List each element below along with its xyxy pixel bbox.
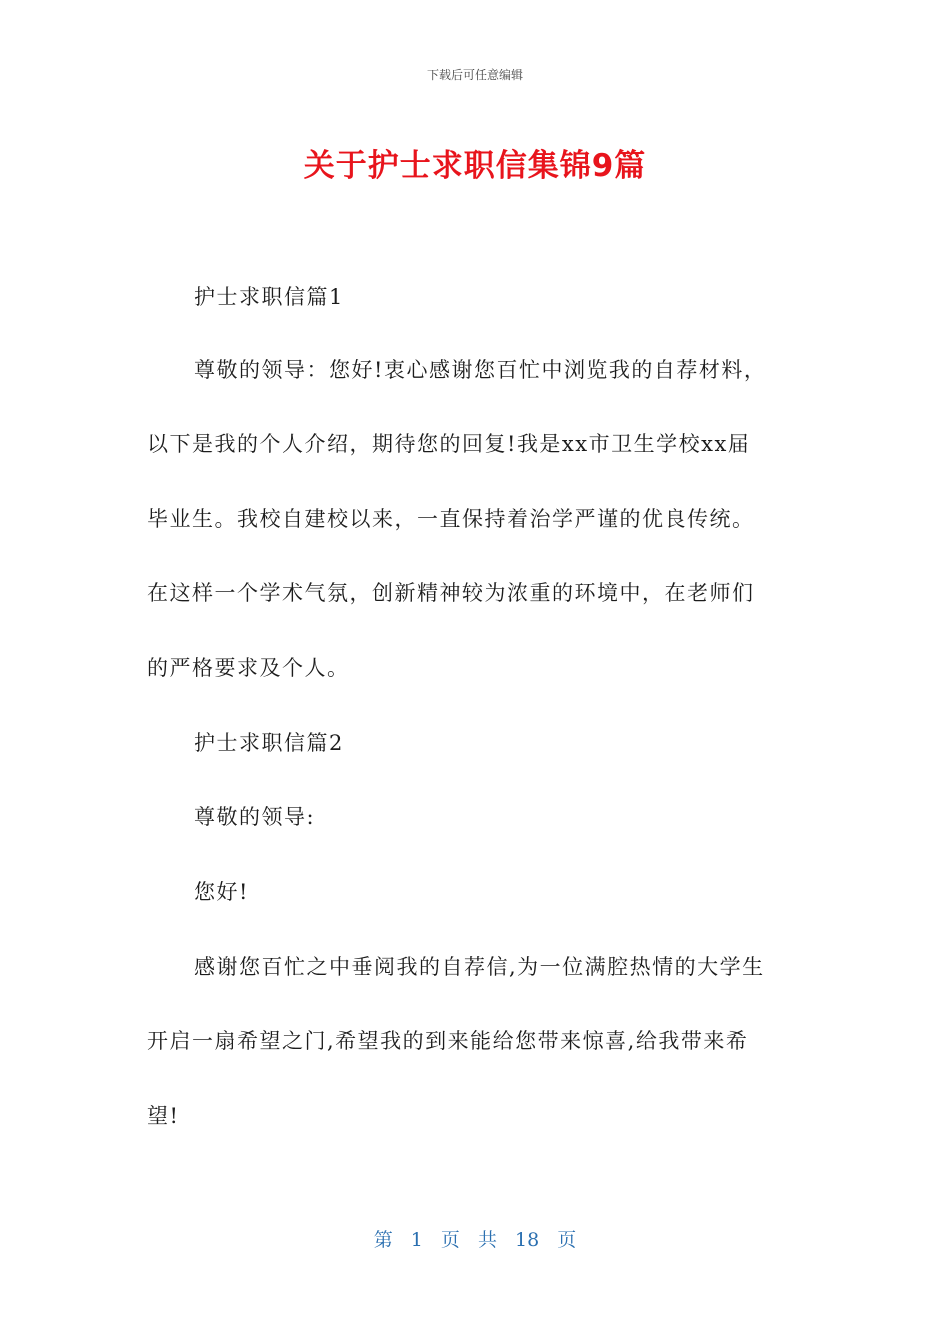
footer-total-prefix: 共 xyxy=(477,1229,497,1251)
paragraph-line: 在这样一个学术气氛，创新精神较为浓重的环境中，在老师们 xyxy=(147,581,755,605)
paragraph-line: 开启一扇希望之门,希望我的到来能给您带来惊喜,给我带来希 xyxy=(147,1029,749,1053)
footer-suffix: 页 xyxy=(557,1229,577,1251)
footer-prefix: 第 xyxy=(373,1229,393,1251)
salutation-line: 尊敬的领导: xyxy=(194,805,316,829)
footer-page-word: 页 xyxy=(440,1229,460,1251)
footer-page-number: 1 xyxy=(410,1229,423,1251)
section-heading-1: 护士求职信篇1 xyxy=(194,285,344,309)
paragraph-line: 的严格要求及个人。 xyxy=(147,656,350,680)
footer-total-pages: 18 xyxy=(515,1229,540,1251)
paragraph-line: 毕业生。我校自建校以来，一直保持着治学严谨的优良传统。 xyxy=(147,507,755,531)
section-heading-2: 护士求职信篇2 xyxy=(194,731,344,755)
greeting-line: 您好! xyxy=(194,880,249,904)
header-note: 下载后可任意编辑 xyxy=(426,68,523,82)
paragraph-line: 尊敬的领导：您好!衷心感谢您百忙中浏览我的自荐材料， xyxy=(194,358,767,382)
paragraph-line: 以下是我的个人介绍，期待您的回复!我是xx市卫生学校xx届 xyxy=(147,432,751,456)
document-title: 关于护士求职信集锦9篇 xyxy=(303,148,647,184)
paragraph-line: 感谢您百忙之中垂阅我的自荐信,为一位满腔热情的大学生 xyxy=(194,955,765,979)
page-footer xyxy=(0,1225,950,1252)
paragraph-line: 望! xyxy=(147,1104,180,1128)
